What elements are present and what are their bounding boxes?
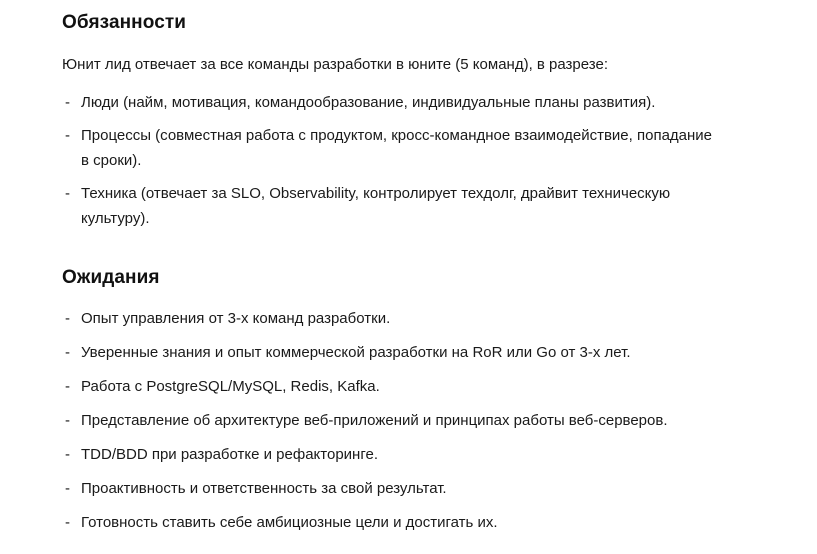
bullet-dash: -	[65, 344, 70, 361]
list-item	[62, 306, 712, 331]
list-item-text: Люди (найм, мотивация, командообразование, индивидуальные планы развития).	[81, 94, 656, 111]
bullet-dash: -	[65, 310, 70, 327]
bullet-dash: -	[65, 185, 70, 202]
bullet-dash: -	[65, 514, 70, 531]
bullet-dash: -	[65, 446, 70, 463]
list-item	[62, 374, 712, 399]
section-title-expectations: Ожидания	[62, 267, 160, 288]
list-item	[62, 510, 712, 535]
section-title-duties: Обязанности	[62, 12, 187, 33]
list-item	[62, 442, 712, 467]
bullet-dash: -	[65, 412, 70, 429]
list-item-text: Работа с PostgreSQL/MySQL, Redis, Kafka.	[81, 378, 380, 395]
list-item-text: Техника (отвечает за SLO, Observability, контролирует техдолг, драйвит техническую культуру).	[81, 185, 671, 227]
list-item-text: Представление об архитектуре веб-приложений и принципах работы веб-серверов.	[81, 412, 668, 429]
list-item	[62, 123, 712, 173]
list-item-text: TDD/BDD при разработке и рефакторинге.	[81, 446, 378, 463]
bullet-dash: -	[65, 480, 70, 497]
bullet-dash: -	[65, 378, 70, 395]
duties-list	[62, 90, 712, 239]
list-item	[62, 181, 712, 231]
expectations-list	[62, 306, 712, 544]
list-item	[62, 476, 712, 501]
list-item-text: Уверенные знания и опыт коммерческой разработки на RoR или Go от 3-х лет.	[81, 344, 631, 361]
list-item	[62, 90, 712, 115]
list-item	[62, 340, 712, 365]
bullet-dash: -	[65, 94, 70, 111]
list-item-text: Опыт управления от 3-х команд разработки.	[81, 310, 391, 327]
duties-intro: Юнит лид отвечает за все команды разработки в юните (5 команд), в разрезе:	[62, 56, 609, 73]
list-item-text: Проактивность и ответственность за свой результат.	[81, 480, 447, 497]
list-item-text: Готовность ставить себе амбициозные цели и достигать их.	[81, 514, 498, 531]
list-item-text: Процессы (совместная работа с продуктом, кросс-командное взаимодействие, попадание в сроки).	[81, 127, 713, 169]
list-item	[62, 408, 712, 433]
bullet-dash: -	[65, 127, 70, 144]
